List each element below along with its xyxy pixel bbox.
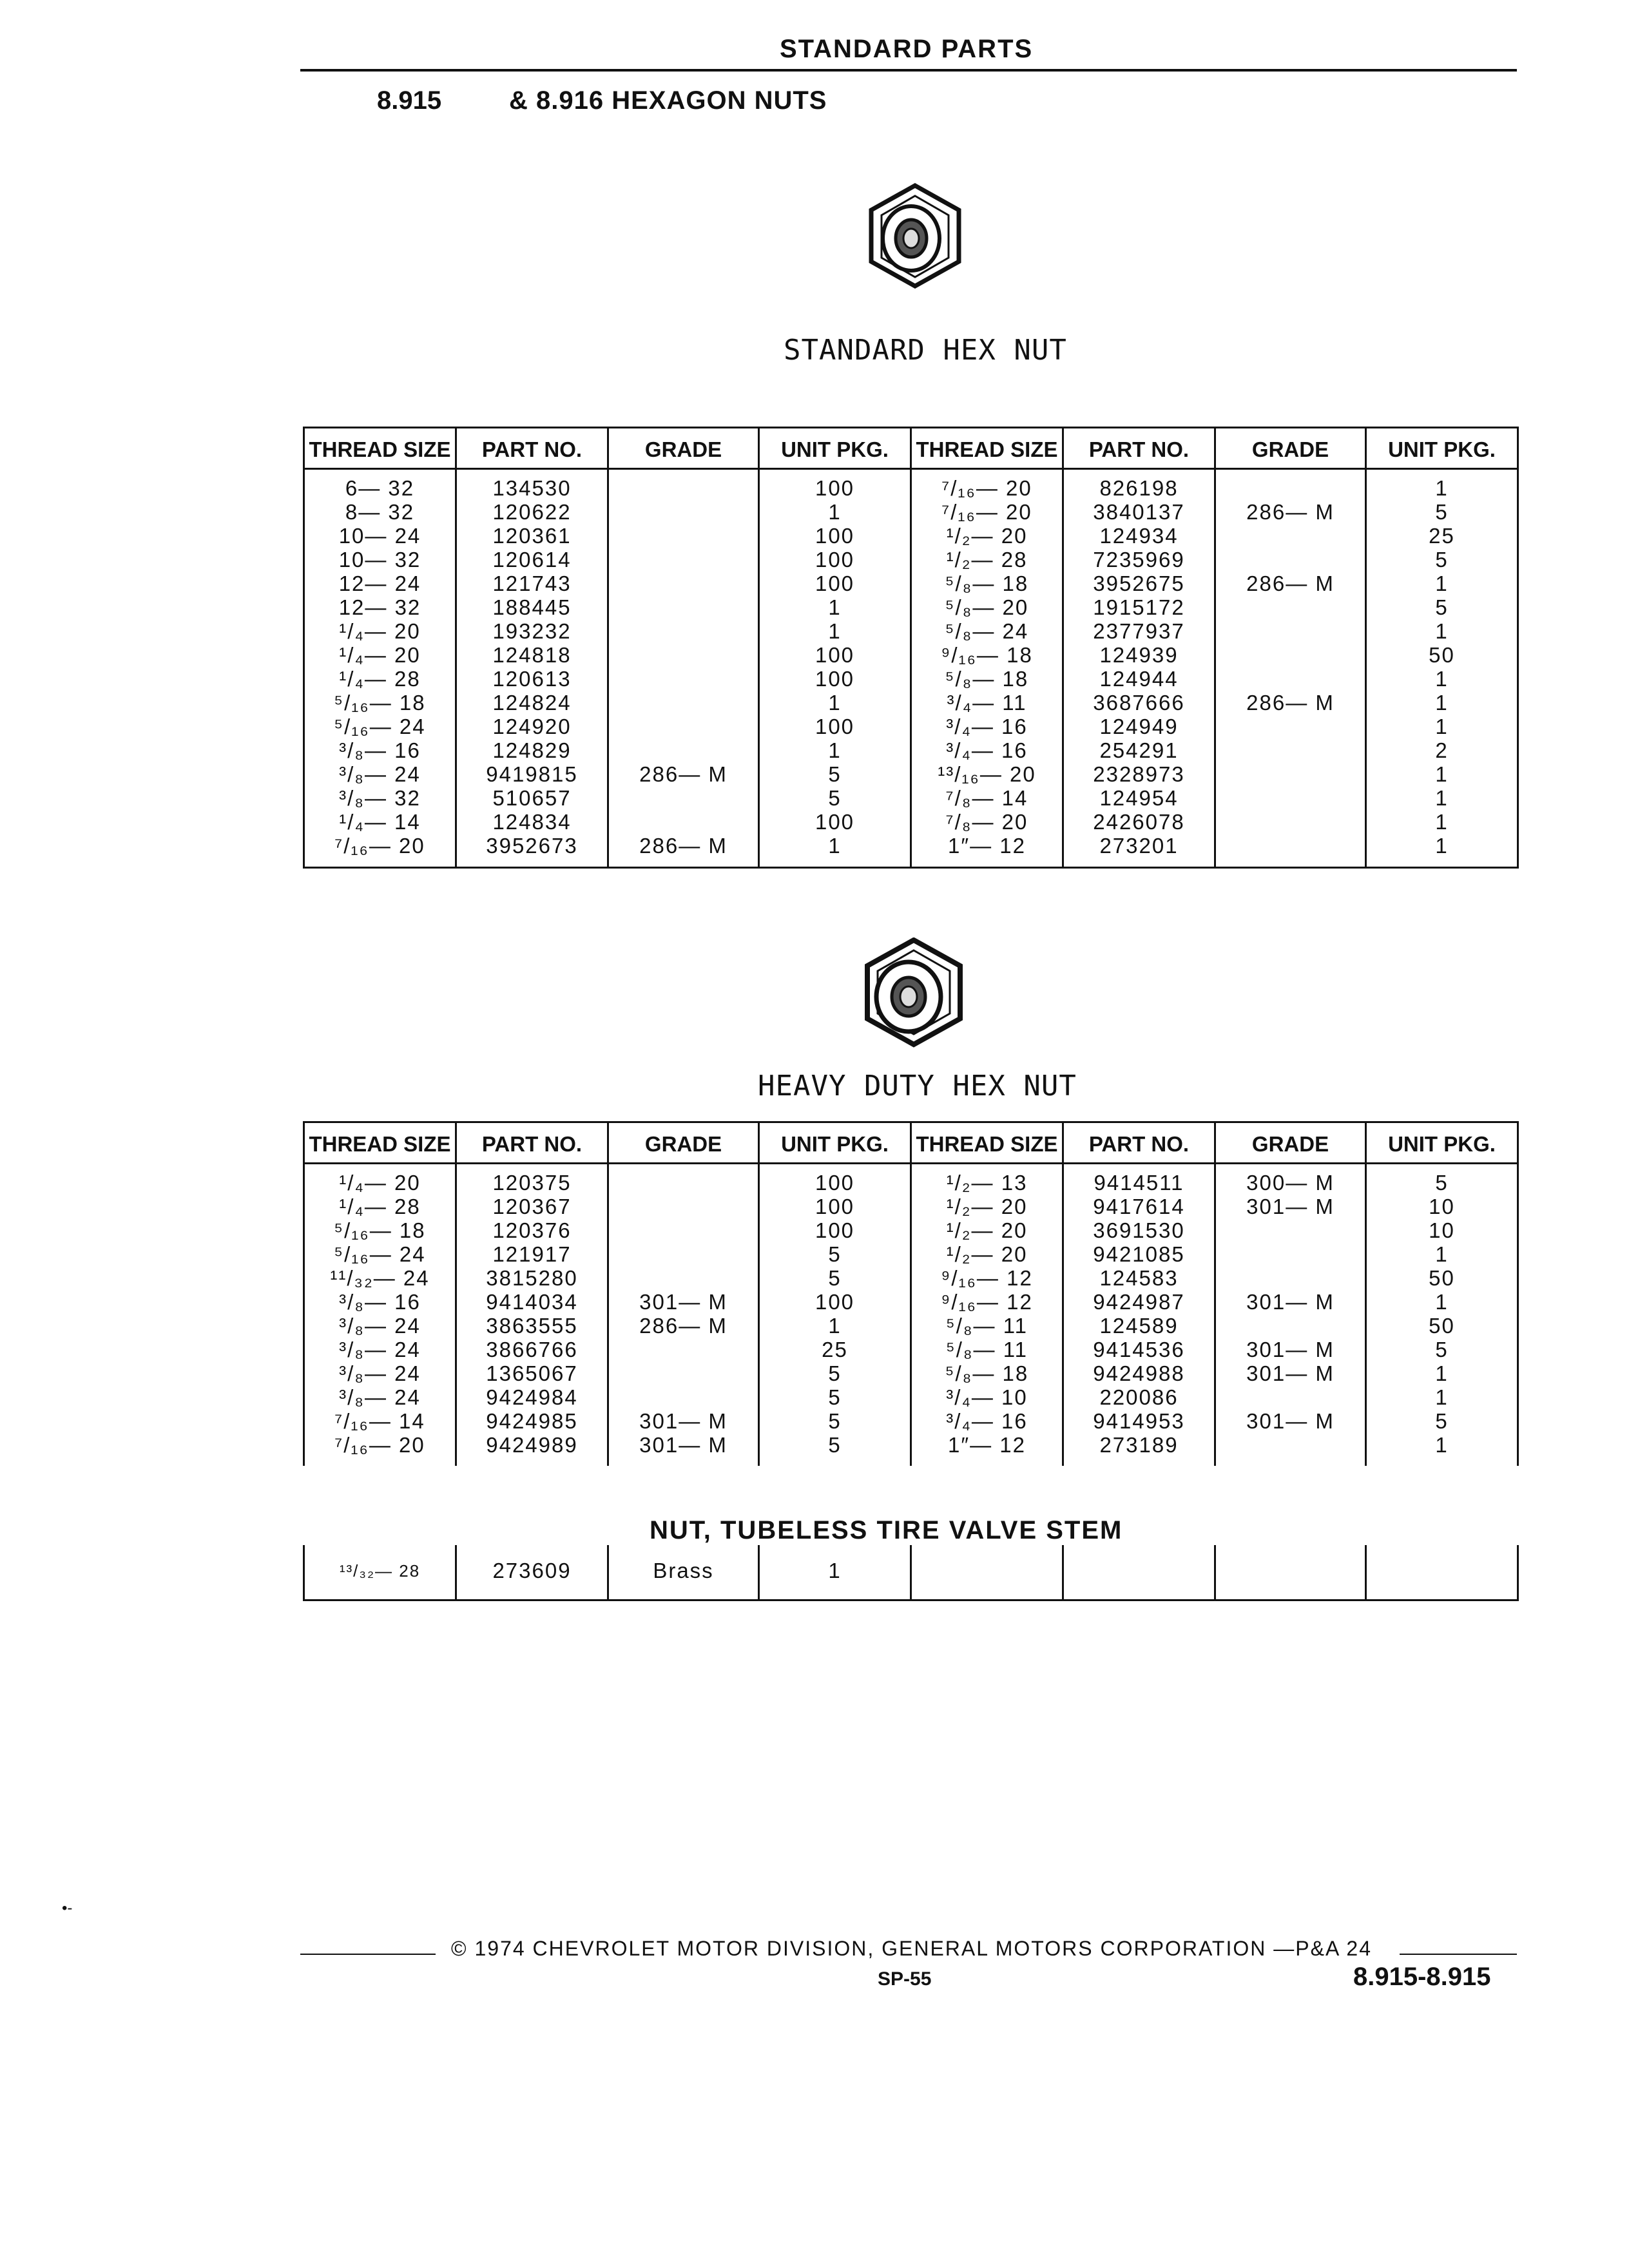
cell-part-no: 254291 — [1063, 738, 1215, 762]
cell-grade — [1215, 469, 1366, 501]
cell-unit-pkg: 100 — [759, 643, 911, 667]
cell-part-no: 9421085 — [1063, 1242, 1215, 1266]
section-title: & 8.916 HEXAGON NUTS — [509, 86, 827, 115]
cell-grade: 286— M — [1215, 500, 1366, 524]
tubeless-valve-stem-title: NUT, TUBELESS TIRE VALVE STEM — [650, 1516, 1123, 1544]
cell-unit-pkg: 5 — [759, 762, 911, 786]
cell-unit-pkg: 5 — [1366, 1409, 1518, 1433]
cell-grade — [608, 1164, 759, 1195]
cell-unit-pkg: 100 — [759, 667, 911, 691]
cell-grade — [1215, 1385, 1366, 1409]
cell-part-no: 124939 — [1063, 643, 1215, 667]
cell-grade — [1215, 762, 1366, 786]
cell-thread-size: 6— 32 — [304, 469, 456, 501]
cell-thread-size: ⁵/₈— 11 — [911, 1314, 1063, 1338]
cell-thread-size: ³/₄— 16 — [911, 1409, 1063, 1433]
col-header-thread-size: THREAD SIZE — [911, 1122, 1063, 1164]
cell-part-no: 124920 — [456, 715, 608, 738]
cell-thread-size: ⁷/₁₆— 14 — [304, 1409, 456, 1433]
cell-unit-pkg: 50 — [1366, 1314, 1518, 1338]
cell-part-no: 9414511 — [1063, 1164, 1215, 1195]
cell-part-no: 510657 — [456, 786, 608, 810]
cell-part-no: 120375 — [456, 1164, 608, 1195]
table-row — [304, 469, 1518, 501]
cell-grade — [1215, 548, 1366, 572]
cell-unit-pkg: 1 — [1366, 469, 1518, 501]
col-header-part-no: PART NO. — [456, 428, 608, 469]
cell-grade: 301— M — [1215, 1338, 1366, 1361]
col-header-part-no: PART NO. — [1063, 428, 1215, 469]
cell-unit-pkg: 5 — [759, 1266, 911, 1290]
cell-thread-size: ¹/₂— 20 — [911, 1195, 1063, 1218]
cell-part-no: 120613 — [456, 667, 608, 691]
cell-unit-pkg: 10 — [1366, 1218, 1518, 1242]
cell-thread-size: ¹/₄— 20 — [304, 619, 456, 643]
cell-unit-pkg: 1 — [1366, 667, 1518, 691]
cell-grade: Brass — [608, 1545, 759, 1600]
table-row — [304, 1433, 1518, 1466]
cell-thread-size: ³/₈— 24 — [304, 1314, 456, 1338]
cell-unit-pkg: 5 — [759, 1433, 911, 1466]
cell-thread-size: ⁵/₈— 18 — [911, 1361, 1063, 1385]
cell-grade — [608, 469, 759, 501]
cell-grade — [1215, 1218, 1366, 1242]
cell-grade — [608, 1338, 759, 1361]
col-header-unit-pkg: UNIT PKG. — [759, 428, 911, 469]
col-header-grade: GRADE — [608, 428, 759, 469]
cell-part-no: 2377937 — [1063, 619, 1215, 643]
page-id: SP-55 — [878, 1968, 932, 1990]
col-header-thread-size: THREAD SIZE — [304, 1122, 456, 1164]
cell-grade: 301— M — [608, 1409, 759, 1433]
cell-thread-size: ⁵/₈— 20 — [911, 595, 1063, 619]
cell-grade — [1215, 1266, 1366, 1290]
standard-hex-nut-caption: STANDARD HEX NUT — [784, 334, 1067, 367]
cell-grade — [1215, 524, 1366, 548]
heavy-duty-hex-nut-icon — [856, 937, 972, 1053]
col-header-grade: GRADE — [1215, 1122, 1366, 1164]
cell-unit-pkg: 10 — [1366, 1195, 1518, 1218]
cell-thread-size: 1″— 12 — [911, 1433, 1063, 1466]
cell-unit-pkg: 1 — [1366, 619, 1518, 643]
cell-unit-pkg: 50 — [1366, 643, 1518, 667]
cell-grade: 301— M — [1215, 1290, 1366, 1314]
cell-part-no: 120614 — [456, 548, 608, 572]
cell-part-no: 3952673 — [456, 834, 608, 868]
cell-thread-size: 12— 24 — [304, 572, 456, 595]
cell-part-no: 9417614 — [1063, 1195, 1215, 1218]
table-row — [304, 1338, 1518, 1361]
cell-grade: 301— M — [608, 1290, 759, 1314]
cell-grade — [1215, 667, 1366, 691]
cell-part-no: 120376 — [456, 1218, 608, 1242]
cell-unit-pkg: 5 — [1366, 548, 1518, 572]
cell-unit-pkg: 1 — [1366, 810, 1518, 834]
cell-unit-pkg: 1 — [1366, 715, 1518, 738]
col-header-unit-pkg: UNIT PKG. — [759, 1122, 911, 1164]
cell-thread-size: ³/₄— 16 — [911, 715, 1063, 738]
cell-grade — [608, 524, 759, 548]
table-row — [304, 1242, 1518, 1266]
cell-unit-pkg: 5 — [1366, 595, 1518, 619]
cell-part-no: 188445 — [456, 595, 608, 619]
table-row — [304, 1385, 1518, 1409]
cell-thread-size: ¹/₂— 20 — [911, 1242, 1063, 1266]
cell-thread-size: ¹/₄— 28 — [304, 1195, 456, 1218]
cell-grade — [608, 810, 759, 834]
cell-thread-size: 12— 32 — [304, 595, 456, 619]
cell-part-no: 3815280 — [456, 1266, 608, 1290]
cell-part-no: 124949 — [1063, 715, 1215, 738]
cell-thread-size: ¹/₂— 20 — [911, 1218, 1063, 1242]
heavy-duty-hex-nut-rows — [304, 1164, 1518, 1466]
cell-grade: 286— M — [1215, 691, 1366, 715]
cell-grade: 301— M — [1215, 1361, 1366, 1385]
page-range: 8.915-8.915 — [1353, 1963, 1491, 1991]
cell-grade — [608, 595, 759, 619]
table-row — [304, 1361, 1518, 1385]
cell-grade — [608, 1266, 759, 1290]
cell-grade — [1215, 1545, 1366, 1600]
standard-hex-nut-icon — [857, 182, 973, 298]
cell-grade — [1215, 738, 1366, 762]
cell-unit-pkg: 1 — [759, 595, 911, 619]
cell-part-no: 273189 — [1063, 1433, 1215, 1466]
cell-unit-pkg: 5 — [759, 1409, 911, 1433]
cell-part-no: 124829 — [456, 738, 608, 762]
cell-grade — [1215, 643, 1366, 667]
col-header-grade: GRADE — [608, 1122, 759, 1164]
cell-grade — [608, 691, 759, 715]
cell-part-no: 826198 — [1063, 469, 1215, 501]
cell-grade — [1215, 595, 1366, 619]
cell-part-no: 3952675 — [1063, 572, 1215, 595]
cell-thread-size: 10— 24 — [304, 524, 456, 548]
table-row — [304, 548, 1518, 572]
cell-part-no: 124954 — [1063, 786, 1215, 810]
cell-unit-pkg: 5 — [1366, 1164, 1518, 1195]
cell-thread-size: ³/₈— 24 — [304, 762, 456, 786]
cell-unit-pkg: 100 — [759, 1195, 911, 1218]
cell-part-no: 9424985 — [456, 1409, 608, 1433]
cell-grade — [1215, 786, 1366, 810]
cell-part-no: 7235969 — [1063, 548, 1215, 572]
cell-grade: 301— M — [1215, 1409, 1366, 1433]
table-row — [304, 667, 1518, 691]
cell-part-no: 9419815 — [456, 762, 608, 786]
cell-thread-size: ⁵/₁₆— 24 — [304, 715, 456, 738]
cell-grade — [608, 738, 759, 762]
cell-grade: 286— M — [608, 762, 759, 786]
cell-unit-pkg: 1 — [759, 1545, 911, 1600]
cell-thread-size: ⁵/₈— 18 — [911, 572, 1063, 595]
cell-grade — [1215, 810, 1366, 834]
cell-thread-size: ¹/₄— 20 — [304, 643, 456, 667]
cell-unit-pkg: 1 — [1366, 1361, 1518, 1385]
cell-thread-size: 1″— 12 — [911, 834, 1063, 868]
table-row — [304, 1314, 1518, 1338]
cell-unit-pkg: 100 — [759, 715, 911, 738]
table-row — [304, 619, 1518, 643]
table-row — [304, 691, 1518, 715]
cell-thread-size: ⁵/₈— 18 — [911, 667, 1063, 691]
cell-grade — [1215, 715, 1366, 738]
cell-part-no: 120622 — [456, 500, 608, 524]
cell-grade: 301— M — [608, 1433, 759, 1466]
cell-part-no: 124583 — [1063, 1266, 1215, 1290]
cell-part-no: 124824 — [456, 691, 608, 715]
cell-unit-pkg: 1 — [1366, 1433, 1518, 1466]
cell-grade — [608, 1242, 759, 1266]
cell-thread-size: ¹³/₃₂— 28 — [304, 1545, 456, 1600]
cell-grade — [1215, 1242, 1366, 1266]
tubeless-valve-stem-table — [303, 1545, 1519, 1601]
cell-grade: 301— M — [1215, 1195, 1366, 1218]
cell-unit-pkg: 5 — [759, 1242, 911, 1266]
cell-thread-size: ³/₄— 11 — [911, 691, 1063, 715]
table-row — [304, 1545, 1518, 1600]
cell-thread-size: ⁷/₈— 20 — [911, 810, 1063, 834]
cell-part-no: 9414536 — [1063, 1338, 1215, 1361]
cell-unit-pkg: 100 — [759, 548, 911, 572]
cell-grade — [1215, 619, 1366, 643]
table-row — [304, 1409, 1518, 1433]
cell-thread-size: ¹/₄— 14 — [304, 810, 456, 834]
cell-part-no: 121917 — [456, 1242, 608, 1266]
table-row — [304, 1290, 1518, 1314]
cell-part-no: 9424987 — [1063, 1290, 1215, 1314]
col-header-part-no: PART NO. — [456, 1122, 608, 1164]
cell-thread-size: ⁹/₁₆— 12 — [911, 1290, 1063, 1314]
cell-thread-size: ¹/₄— 20 — [304, 1164, 456, 1195]
cell-part-no: 1365067 — [456, 1361, 608, 1385]
cell-unit-pkg: 100 — [759, 1164, 911, 1195]
cell-part-no: 193232 — [456, 619, 608, 643]
cell-part-no: 9414034 — [456, 1290, 608, 1314]
cell-unit-pkg: 1 — [759, 619, 911, 643]
cell-grade — [608, 1218, 759, 1242]
cell-thread-size: ⁵/₁₆— 18 — [304, 691, 456, 715]
cell-part-no: 3863555 — [456, 1314, 608, 1338]
cell-part-no: 9414953 — [1063, 1409, 1215, 1433]
table-row — [304, 1266, 1518, 1290]
cell-thread-size: ⁵/₁₆— 18 — [304, 1218, 456, 1242]
cell-thread-size: ³/₈— 16 — [304, 1290, 456, 1314]
cell-unit-pkg: 1 — [1366, 691, 1518, 715]
cell-thread-size: ⁷/₁₆— 20 — [304, 834, 456, 868]
cell-thread-size: ⁵/₁₆— 24 — [304, 1242, 456, 1266]
cell-grade — [1215, 834, 1366, 868]
table-row — [304, 500, 1518, 524]
cell-part-no: 120361 — [456, 524, 608, 548]
cell-grade: 300— M — [1215, 1164, 1366, 1195]
cell-unit-pkg: 5 — [759, 1361, 911, 1385]
cell-thread-size: ⁷/₁₆— 20 — [304, 1433, 456, 1466]
cell-grade — [1215, 1433, 1366, 1466]
cell-part-no: 2426078 — [1063, 810, 1215, 834]
cell-part-no: 134530 — [456, 469, 608, 501]
cell-unit-pkg — [1366, 1545, 1518, 1600]
table-row — [304, 786, 1518, 810]
cell-part-no: 273201 — [1063, 834, 1215, 868]
cell-unit-pkg: 5 — [759, 1385, 911, 1409]
cell-thread-size: ¹³/₁₆— 20 — [911, 762, 1063, 786]
cell-grade — [608, 1361, 759, 1385]
cell-unit-pkg: 1 — [1366, 1290, 1518, 1314]
cell-part-no — [1063, 1545, 1215, 1600]
cell-thread-size: 8— 32 — [304, 500, 456, 524]
table-header-row — [304, 428, 1518, 469]
cell-grade — [1215, 1314, 1366, 1338]
table-row — [304, 1218, 1518, 1242]
cell-grade — [608, 619, 759, 643]
cell-grade — [608, 572, 759, 595]
cell-thread-size: ⁷/₁₆— 20 — [911, 500, 1063, 524]
cell-unit-pkg: 5 — [1366, 500, 1518, 524]
standard-hex-nut-table — [303, 427, 1519, 869]
cell-thread-size: ¹/₂— 20 — [911, 524, 1063, 548]
table-row — [304, 643, 1518, 667]
cell-unit-pkg: 2 — [1366, 738, 1518, 762]
cell-unit-pkg: 1 — [1366, 834, 1518, 868]
heavy-duty-hex-nut-caption: HEAVY DUTY HEX NUT — [758, 1070, 1077, 1102]
cell-unit-pkg: 1 — [759, 1314, 911, 1338]
margin-mark: •- — [62, 1899, 73, 1917]
copyright-line: © 1974 CHEVROLET MOTOR DIVISION, GENERAL MOTORS CORPORATION —P&A 24 — [451, 1937, 1372, 1960]
cell-thread-size: ⁵/₈— 24 — [911, 619, 1063, 643]
cell-unit-pkg: 5 — [759, 786, 911, 810]
cell-part-no: 120367 — [456, 1195, 608, 1218]
cell-thread-size — [911, 1545, 1063, 1600]
cell-thread-size: ³/₈— 24 — [304, 1338, 456, 1361]
table-row — [304, 762, 1518, 786]
cell-thread-size: ¹¹/₃₂— 24 — [304, 1266, 456, 1290]
page-header-title: STANDARD PARTS — [780, 35, 1034, 63]
cell-unit-pkg: 1 — [759, 738, 911, 762]
cell-part-no: 121743 — [456, 572, 608, 595]
cell-thread-size: ³/₈— 24 — [304, 1385, 456, 1409]
cell-grade: 286— M — [608, 1314, 759, 1338]
cell-unit-pkg: 25 — [1366, 524, 1518, 548]
cell-part-no: 124944 — [1063, 667, 1215, 691]
col-header-thread-size: THREAD SIZE — [304, 428, 456, 469]
cell-grade — [608, 548, 759, 572]
cell-thread-size: ¹/₂— 13 — [911, 1164, 1063, 1195]
col-header-thread-size: THREAD SIZE — [911, 428, 1063, 469]
cell-part-no: 3866766 — [456, 1338, 608, 1361]
col-header-unit-pkg: UNIT PKG. — [1366, 428, 1518, 469]
cell-unit-pkg: 100 — [759, 524, 911, 548]
cell-unit-pkg: 1 — [759, 500, 911, 524]
cell-thread-size: ⁹/₁₆— 12 — [911, 1266, 1063, 1290]
footer-rule-left — [300, 1954, 436, 1955]
cell-thread-size: ³/₈— 24 — [304, 1361, 456, 1385]
cell-grade — [608, 500, 759, 524]
cell-thread-size: ¹/₄— 28 — [304, 667, 456, 691]
col-header-grade: GRADE — [1215, 428, 1366, 469]
cell-part-no: 9424988 — [1063, 1361, 1215, 1385]
cell-thread-size: ¹/₂— 28 — [911, 548, 1063, 572]
table-header-row — [304, 1122, 1518, 1164]
cell-part-no: 124834 — [456, 810, 608, 834]
cell-unit-pkg: 1 — [759, 834, 911, 868]
table-row — [304, 738, 1518, 762]
cell-grade — [608, 715, 759, 738]
cell-unit-pkg: 1 — [1366, 762, 1518, 786]
cell-unit-pkg: 1 — [1366, 572, 1518, 595]
cell-part-no: 220086 — [1063, 1385, 1215, 1409]
cell-part-no: 273609 — [456, 1545, 608, 1600]
cell-grade: 286— M — [608, 834, 759, 868]
cell-thread-size: ⁷/₁₆— 20 — [911, 469, 1063, 501]
cell-thread-size: ⁷/₈— 14 — [911, 786, 1063, 810]
cell-unit-pkg: 100 — [759, 1218, 911, 1242]
header-rule — [300, 69, 1517, 72]
table-row — [304, 715, 1518, 738]
cell-unit-pkg: 50 — [1366, 1266, 1518, 1290]
cell-unit-pkg: 100 — [759, 469, 911, 501]
cell-unit-pkg: 100 — [759, 810, 911, 834]
footer-rule-right — [1400, 1954, 1517, 1955]
cell-thread-size: ³/₈— 16 — [304, 738, 456, 762]
cell-part-no: 124589 — [1063, 1314, 1215, 1338]
cell-thread-size: 10— 32 — [304, 548, 456, 572]
cell-thread-size: ³/₄— 10 — [911, 1385, 1063, 1409]
cell-thread-size: ⁵/₈— 11 — [911, 1338, 1063, 1361]
cell-unit-pkg: 25 — [759, 1338, 911, 1361]
cell-unit-pkg: 100 — [759, 572, 911, 595]
cell-grade — [608, 1385, 759, 1409]
table-row — [304, 810, 1518, 834]
cell-grade — [608, 643, 759, 667]
cell-part-no: 2328973 — [1063, 762, 1215, 786]
cell-part-no: 1915172 — [1063, 595, 1215, 619]
cell-part-no: 124934 — [1063, 524, 1215, 548]
cell-part-no: 124818 — [456, 643, 608, 667]
cell-part-no: 3691530 — [1063, 1218, 1215, 1242]
table-row — [304, 524, 1518, 548]
cell-thread-size: ³/₈— 32 — [304, 786, 456, 810]
cell-grade: 286— M — [1215, 572, 1366, 595]
cell-unit-pkg: 1 — [1366, 1242, 1518, 1266]
table-row — [304, 572, 1518, 595]
cell-part-no: 3840137 — [1063, 500, 1215, 524]
table-row — [304, 595, 1518, 619]
cell-thread-size: ³/₄— 16 — [911, 738, 1063, 762]
col-header-unit-pkg: UNIT PKG. — [1366, 1122, 1518, 1164]
cell-unit-pkg: 100 — [759, 1290, 911, 1314]
table-row — [304, 1195, 1518, 1218]
heavy-duty-hex-nut-table — [303, 1121, 1519, 1466]
table-row — [304, 1164, 1518, 1195]
cell-thread-size: ⁹/₁₆— 18 — [911, 643, 1063, 667]
cell-unit-pkg: 1 — [1366, 786, 1518, 810]
section-number: 8.915 — [377, 86, 442, 115]
standard-hex-nut-rows — [304, 469, 1518, 868]
cell-grade — [608, 786, 759, 810]
table-row — [304, 834, 1518, 868]
cell-part-no: 9424984 — [456, 1385, 608, 1409]
cell-grade — [608, 667, 759, 691]
cell-grade — [608, 1195, 759, 1218]
cell-part-no: 3687666 — [1063, 691, 1215, 715]
col-header-part-no: PART NO. — [1063, 1122, 1215, 1164]
cell-unit-pkg: 1 — [759, 691, 911, 715]
cell-unit-pkg: 5 — [1366, 1338, 1518, 1361]
cell-part-no: 9424989 — [456, 1433, 608, 1466]
cell-unit-pkg: 1 — [1366, 1385, 1518, 1409]
